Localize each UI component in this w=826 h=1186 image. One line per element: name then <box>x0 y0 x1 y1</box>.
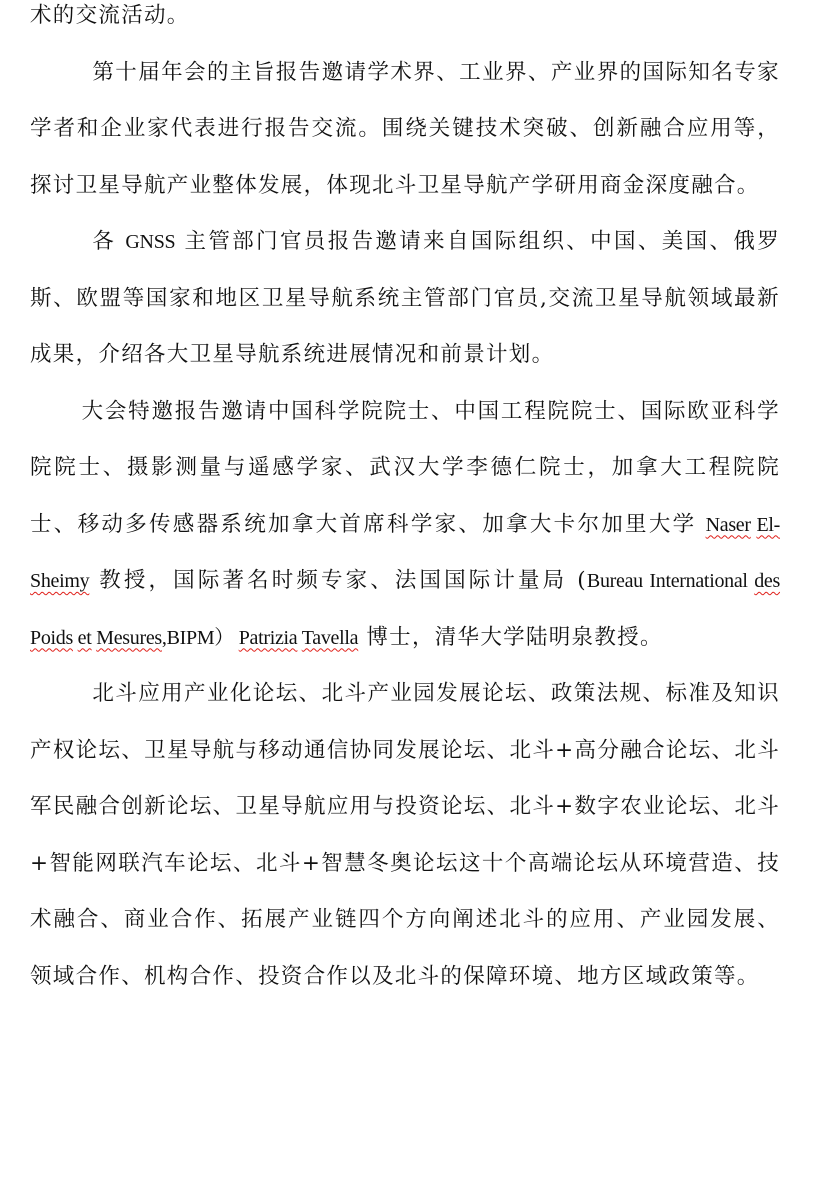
spellcheck-word[interactable]: El-Sheimy <box>30 513 780 592</box>
paragraph-keynote-reports <box>30 45 780 215</box>
spellcheck-word[interactable]: des <box>754 570 780 592</box>
paragraph-continuation <box>30 0 780 45</box>
text-run: 主管部门官员报告邀请来自国际组织、中国、美国、俄罗斯、欧盟等国家和地区卫星导航系统主管部门官员,交流卫星导航领域最新成果，介绍各大卫星导航系统进展情况和前景计划。 <box>30 229 780 367</box>
text-run: 博士，清华大学陆明泉教授。 <box>358 624 663 650</box>
text-run: 北斗应用产业化论坛、北斗产业园发展论坛、政策法规、标准及知识产权论坛、卫星导航与移动通信协同发展论坛、北斗+高分融合论坛、北斗军民融合创新论坛、卫星导航应用与投资论坛、北斗+数字农业论坛、北斗+智能网联汽车论坛、北斗+智慧冬奥论坛这十个高端论坛从环境营造、技术融合、商业合作、拓展产业链四个方向阐述北斗的应用、产业园发展、领域合作、机构合作、投资合作以及北斗的保障环境、地方区域政策等。 <box>30 681 780 989</box>
paragraph-gnss-officials <box>30 214 780 384</box>
text-run: 第十届年会的主旨报告邀请学术界、工业界、产业界的国际知名专家学者和企业家代表进行报告交流。围绕关键技术突破、创新融合应用等，探讨卫星导航产业整体发展，体现北斗卫星导航产学研用商金深度融合。 <box>30 59 780 198</box>
spellcheck-word[interactable]: Mesures <box>96 626 162 649</box>
spellcheck-word[interactable]: Patrizia <box>238 626 298 649</box>
text-run: 术的交流活动。 <box>30 3 190 28</box>
text-run: 各 <box>92 229 126 254</box>
paragraph-invited-reports <box>30 384 780 667</box>
spellcheck-word[interactable]: et <box>77 626 92 649</box>
spellcheck-word[interactable]: Naser <box>705 513 751 536</box>
spellcheck-word[interactable]: Tavella <box>301 626 359 649</box>
text-run-latin: Bureau International <box>586 570 755 592</box>
text-run-latin: GNSS <box>125 231 176 253</box>
text-run: 教授，国际著名时频专家、法国国际计量局 ( <box>89 568 587 593</box>
paragraph-forums <box>30 666 780 1005</box>
document-body <box>30 0 780 1005</box>
text-run: 大会特邀报告邀请中国科学院院士、中国工程院院士、国际欧亚科学院院士、摄影测量与遥感学家、武汉大学李德仁院士，加拿大工程院院士、移动多传感器系统加拿大首席科学家、加拿大卡尔加里大学 <box>30 398 780 537</box>
text-run-latin: ,BIPM） <box>161 626 239 649</box>
spellcheck-word[interactable]: Poids <box>30 626 73 649</box>
